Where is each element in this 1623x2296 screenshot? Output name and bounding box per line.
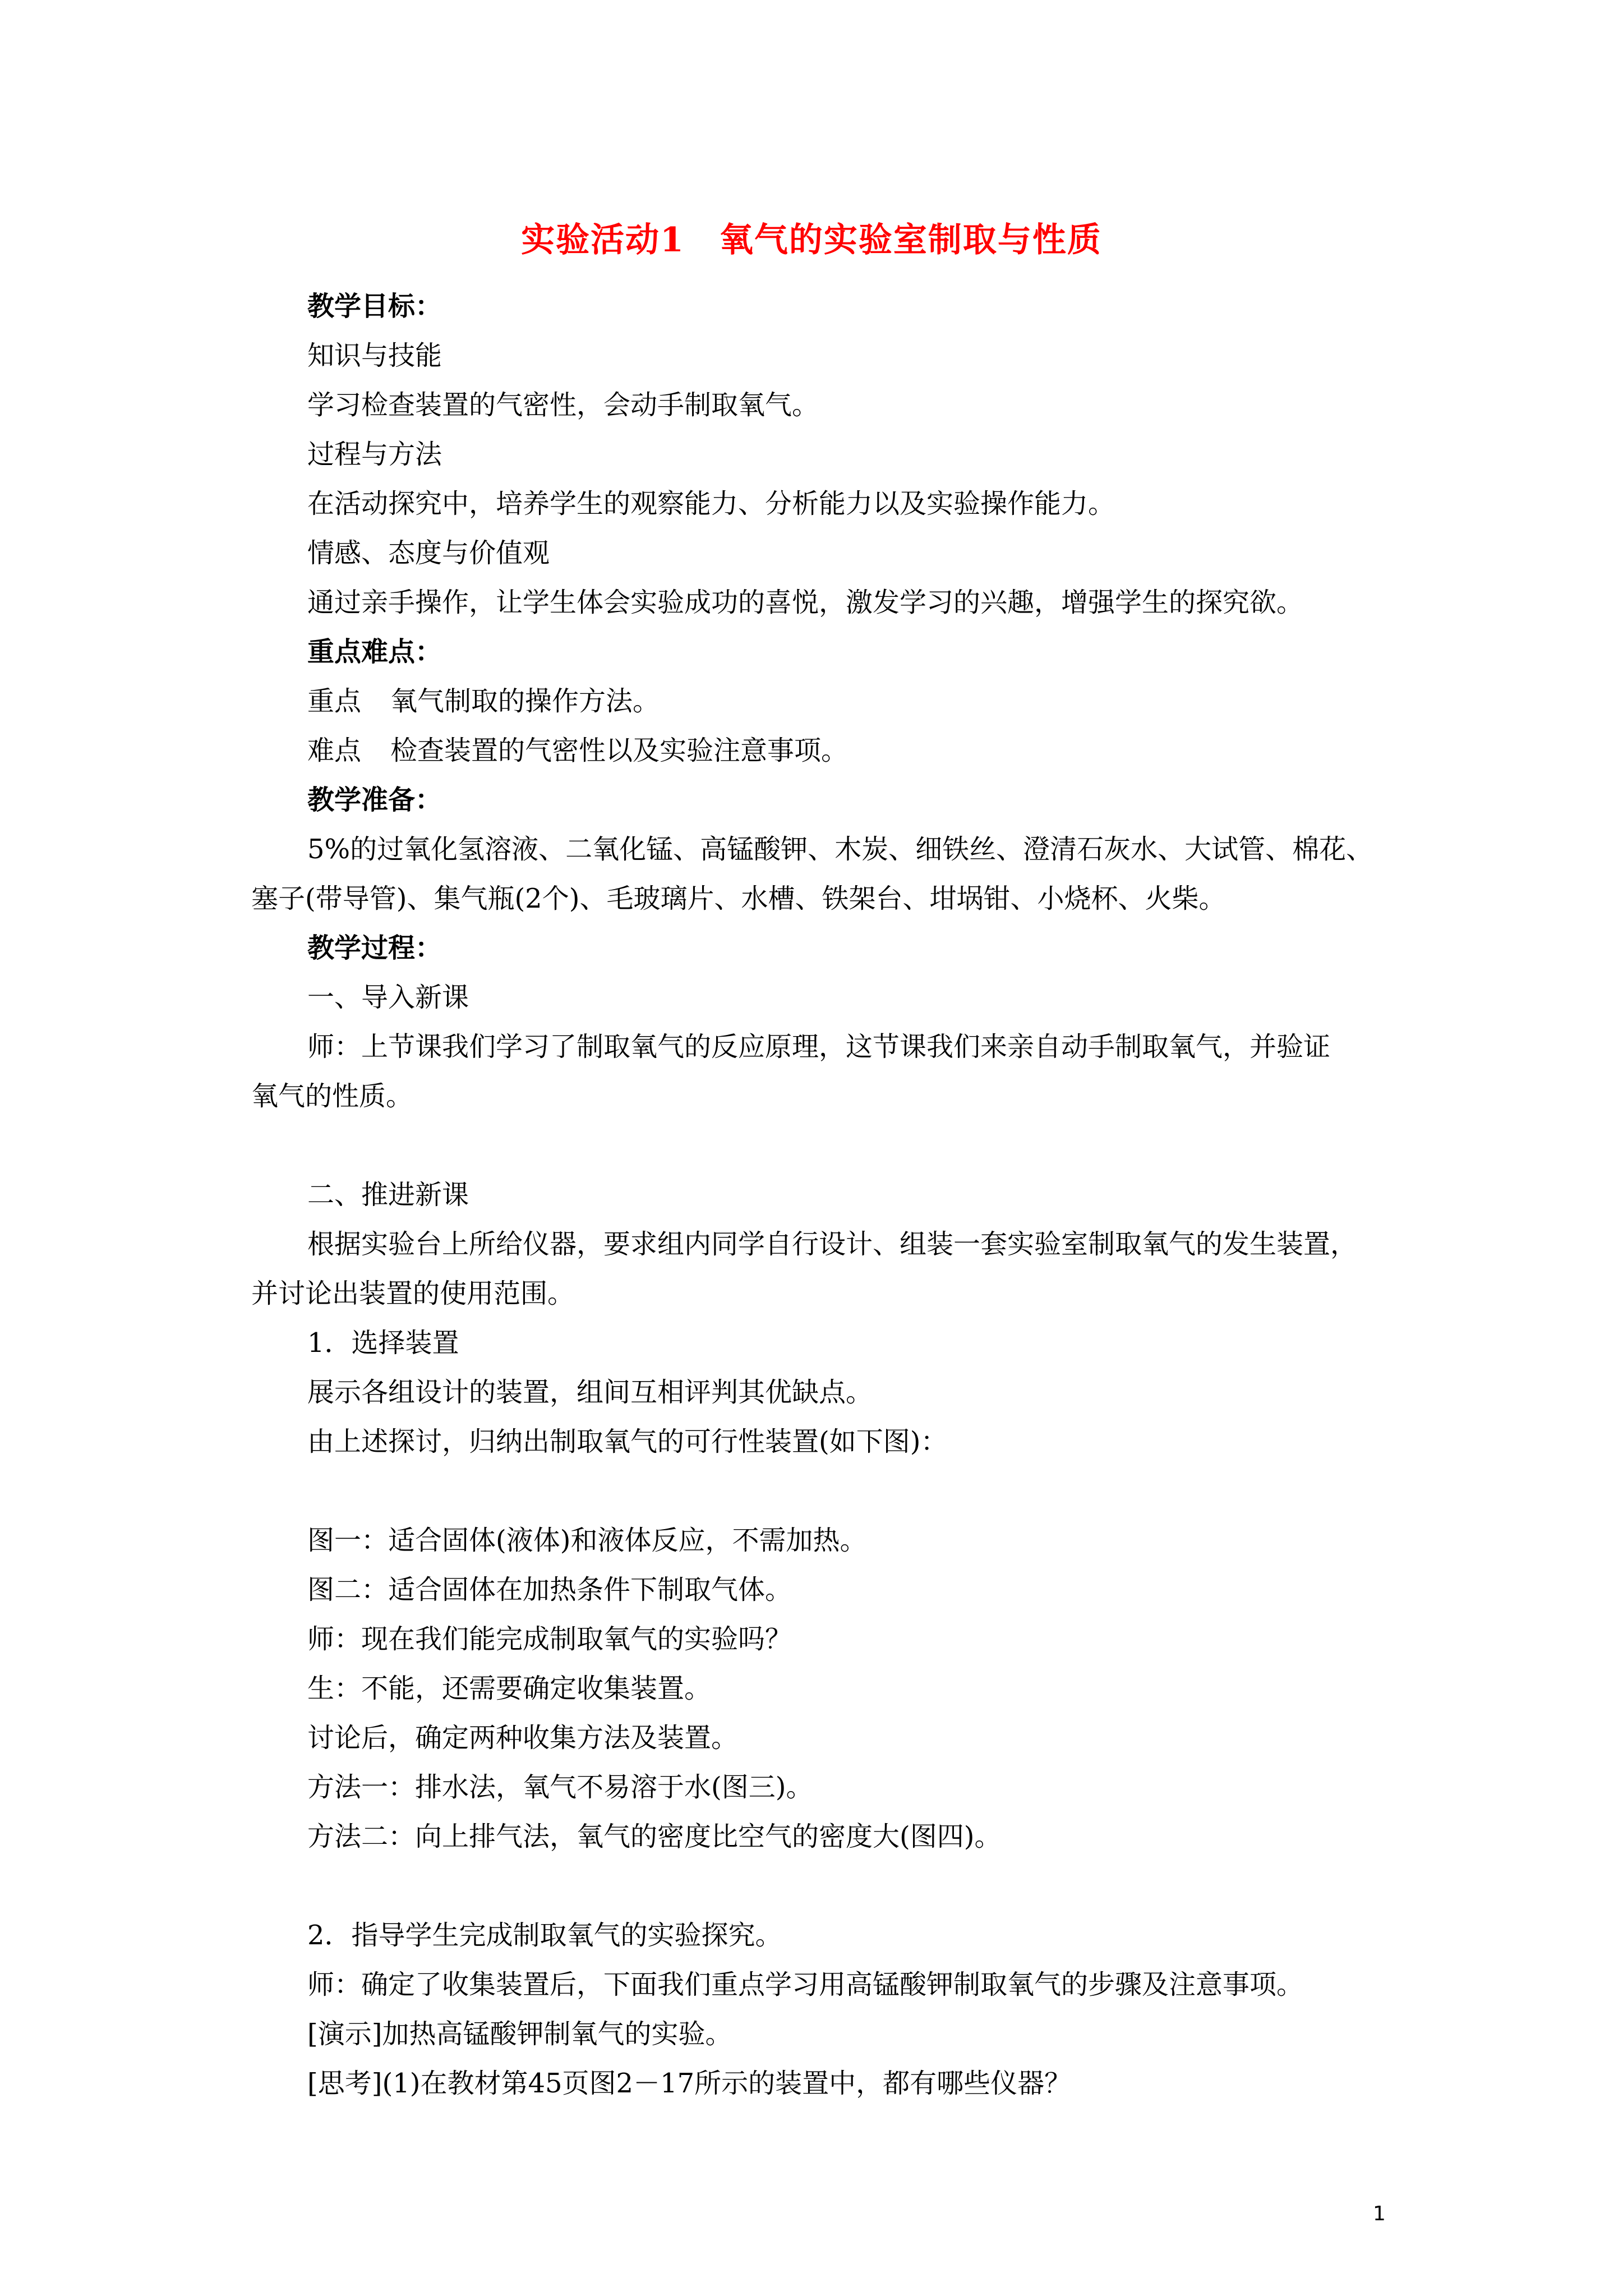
objectives-heading: 教学目标：	[307, 291, 442, 322]
figure1-caption: 图一：适合固体(液体)和液体反应，不需加热。	[307, 1525, 867, 1556]
process-method-text: 在活动探究中，培养学生的观察能力、分析能力以及实验操作能力。	[307, 488, 1115, 519]
step1-line-1: 展示各组设计的装置，组间互相评判其优缺点。	[307, 1377, 873, 1408]
knowledge-heading: 知识与技能	[307, 340, 442, 371]
student-answer: 生：不能，还需要确定收集装置。	[307, 1673, 712, 1704]
emotion-text: 通过亲手操作，让学生体会实验成功的喜悦，激发学习的兴趣，增强学生的探究欲。	[307, 587, 1304, 618]
section2-line-1: 根据实验台上所给仪器，要求组内同学自行设计、组装一套实验室制取氧气的发生装置，	[307, 1228, 1358, 1260]
difficulty-text: 检查装置的气密性以及实验注意事项。	[390, 735, 849, 766]
step1-line-2: 由上述探讨，归纳出制取氧气的可行性装置(如下图)：	[307, 1426, 948, 1457]
step2-line-1: 师：确定了收集装置后，下面我们重点学习用高锰酸钾制取氧气的步骤及注意事项。	[307, 1969, 1304, 2000]
page-number: 1	[1373, 2202, 1386, 2225]
difficulty-line	[307, 734, 848, 767]
difficulty-label: 难点	[307, 735, 362, 766]
focus-line	[307, 684, 660, 718]
section1-line-1: 师：上节课我们学习了制取氧气的反应原理，这节课我们来亲自动手制取氧气，并验证	[307, 1031, 1331, 1062]
focus-label: 重点	[307, 685, 362, 717]
section2-line-2: 并讨论出装置的使用范围。	[251, 1278, 575, 1309]
focus-text: 氧气制取的操作方法。	[390, 685, 660, 717]
knowledge-text: 学习检查装置的气密性，会动手制取氧气。	[307, 389, 819, 421]
preparation-heading: 教学准备：	[307, 784, 442, 816]
process-method-heading: 过程与方法	[307, 439, 442, 470]
section2-heading: 二、推进新课	[307, 1179, 469, 1211]
preparation-line-2: 塞子(带导管)、集气瓶(2个)、毛玻璃片、水槽、铁架台、坩埚钳、小烧杯、火柴。	[251, 883, 1226, 914]
process-heading: 教学过程：	[307, 932, 442, 964]
figure2-caption: 图二：适合固体在加热条件下制取气体。	[307, 1574, 792, 1605]
step1-heading: 1．选择装置	[307, 1327, 459, 1359]
key-points-heading: 重点难点：	[307, 636, 442, 668]
method2-line: 方法二：向上排气法，氧气的密度比空气的密度大(图四)。	[307, 1821, 1002, 1852]
step2-line-2: [演示]加热高锰酸钾制氧气的实验。	[307, 2018, 732, 2050]
step2-line-3: [思考](1)在教材第45页图2－17所示的装置中，都有哪些仪器？	[307, 2068, 1072, 2099]
teacher-question: 师：现在我们能完成制取氧气的实验吗？	[307, 1623, 792, 1655]
section1-line-2: 氧气的性质。	[251, 1080, 413, 1112]
page-title: 实验活动1 氧气的实验室制取与性质	[521, 220, 1102, 260]
method1-line: 方法一：排水法，氧气不易溶于水(图三)。	[307, 1772, 813, 1803]
step2-heading: 2．指导学生完成制取氧气的实验探究。	[307, 1920, 782, 1951]
discussion-line: 讨论后，确定两种收集方法及装置。	[307, 1722, 739, 1754]
section1-heading: 一、导入新课	[307, 982, 469, 1013]
preparation-line-1: 5%的过氧化氢溶液、二氧化锰、高锰酸钾、木炭、细铁丝、澄清石灰水、大试管、棉花、	[307, 834, 1373, 865]
emotion-heading: 情感、态度与价值观	[307, 537, 550, 569]
